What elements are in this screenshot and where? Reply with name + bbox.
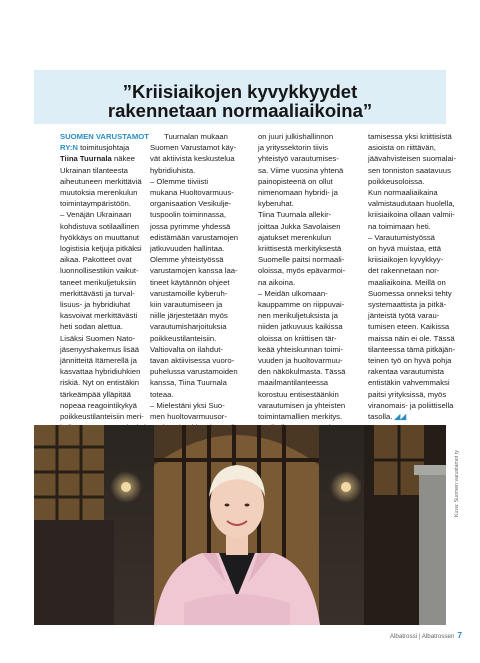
body-text-line: ajatukset merenkulun [258,232,332,242]
body-text-line: yhteistyö varautumises- [258,154,339,164]
body-text-line: kriittisestä merkityksestä [258,244,342,254]
body-text-line: – Olemme tiiviisti [150,176,209,186]
body-text-line: toimintaympäristöön. [60,199,131,209]
lead-name: Tiina Tuurnala [60,154,112,164]
body-text-line: kiin varautumiseen ja [150,300,223,310]
body-text-line: niille järjestetään myös [150,311,228,321]
body-text-line: teinen työ on hyvä pohja [368,356,452,366]
body-text-line: – Venäjän Ukrainaan [60,210,132,220]
body-text-line: jännitteitä Itämerellä ja [60,356,137,366]
body-text-line: edistämään varustamojen [150,232,239,242]
body-text-line: na toimimaan heti. [368,221,431,231]
body-text-line: tavan aktiivisessa vuoro- [150,356,235,366]
magazine-name: Albatrossi | Albatrossen [389,633,455,640]
body-text-line: oloissa on kriittisen tär- [258,333,337,343]
lead-line-2 [60,142,146,153]
body-text-line: jatkuvuuden hallintaa. [150,244,225,254]
body-text-line: aiheutuneen merkittäviä [60,176,142,186]
body-text-line: organisaation Vesikulje- [150,199,232,209]
body-text-line: – Mielestäni yksi Suo- [150,400,225,410]
photo-credit [452,425,462,517]
body-text-line: nopeaa reagointikykyä [60,400,137,410]
body-text-line: tuspoolin toiminnassa, [150,210,227,220]
lead-organization-suffix: RY:N [60,143,78,153]
body-text-line: keää yhteiskunnan toimi- [258,344,344,354]
title-line-2: rakennetaan normaaliaikoina” [107,100,373,121]
body-text-line: on juuri julkishallinnon [258,132,334,141]
lead-organization: SUOMEN VARUSTAMOT [60,132,149,141]
body-text-line: jossa pyrimme yhdessä [150,221,231,231]
title-line-1: ”Kriisiaikojen kyvykkyydet [122,81,358,102]
body-text-line: painopisteenä on ollut [258,176,333,186]
body-text-line: varustamojen kanssa laa- [150,266,238,276]
body-text-line: – Meidän ulkomaan- [258,288,328,298]
lead-line-3 [60,153,146,164]
body-text-line: Suomelle paitsi normaali- [258,255,345,265]
body-text-line: tineet käytännön ohjeet [150,277,230,287]
page-footer [390,631,462,640]
body-text-line: niiden jatkuvuus kaikissa [258,322,343,332]
body-text-line: sa. Viime vuosina yhtenä [258,165,344,175]
body-text-line: Suomessa onneksi tehty [368,288,452,298]
body-text-line: Suomen Varustamot käy- [150,143,237,153]
lead-role: toimitusjohtaja [80,143,130,153]
body-text-line: luonnollisestikin vaikut- [60,266,139,276]
body-text-line: valmistaudutaan huolella, [368,199,455,209]
body-text-line: taneet merikuljetuksiin [60,277,137,287]
column-3 [258,131,350,433]
body-text-line: Ukrainan tilanteesta [60,165,128,175]
body-text-line: tilanteessa tämä pitkäjän- [368,344,456,354]
body-text-line: systemaattista ja pitkä- [368,300,447,310]
body-text-line: kasvoivat merkittävästi [60,311,138,321]
body-text-line: hyökkäys on muuttanut [60,232,140,242]
body-text-line: det rakennetaan nor- [368,266,440,276]
portrait-photo-illustration [34,425,446,625]
body-text-line: poikkeustilanteisiin meri- [60,412,144,422]
body-text-line: Tuurnalan mukaan [164,132,228,141]
body-text-line: muutoksia merenkulun [60,188,138,198]
portrait-photo [34,425,446,625]
column-1 [60,131,149,433]
body-text-line: maaliaikoina. Meillä on [368,277,446,287]
body-text-line: sen tonniston saatavuus [368,165,451,175]
body-text-line: jäsenyyshakemus lisää [60,344,140,354]
article-end-mark: ◢◢ [394,412,407,422]
body-text-line: vät aktiivista keskustelua [150,154,235,164]
body-text-line: nimenomaan hybridi- ja [258,188,338,198]
body-text-line: Olemme yhteistyössä [150,255,224,265]
body-text-line: toimintamallien merkitys. [258,412,343,422]
body-text-line: kriisiaikoina ollaan valmii- [368,210,455,220]
body-text-line: korostuu entisestäänkin [258,389,339,399]
body-text-line: rakentaa varautumista [368,367,445,377]
body-text-line: kohdistuva sotilaallinen [60,221,140,231]
body-text-line: joittaa Jukka Savolaisen [258,221,341,231]
body-text-line: kyberuhat. [258,199,294,209]
body-text-line: merkittävästi ja turval- [60,288,135,298]
body-text-line: riskiä. Nyt on entistäkin [60,378,140,388]
body-text-line: – Varautumistyössä [368,232,435,242]
lead-verb: näkee [113,154,135,164]
body-text-line: kanssa, Tiina Tuurnala [150,378,227,388]
body-text-line: logistisia ketjuja pitkäksi [60,244,142,254]
body-text-line: heti sodan alettua. [60,322,123,332]
body-text-line: Kun normaaliaikaina [368,188,438,198]
body-text-line: jäävahvisteisen suomalai- [368,154,457,164]
body-text-line: varautumisen ja yhteisten [258,400,346,410]
article-title [34,82,446,120]
body-text-line: oloissa, myös epävarmoi- [258,266,346,276]
column-2 [150,131,242,433]
body-text-line: kriisiaikojen kyvykkyy- [368,255,444,265]
body-text-line: paitsi yrityksissä, myös [368,389,447,399]
body-text-line: jänteistä työtä varau- [368,311,440,321]
body-text-line: varustamoille kyberuh- [150,288,228,298]
body-text-line: tumisen eteen. Kaikissa [368,322,450,332]
body-text-line: entistäkin vahvemmaksi [368,378,450,388]
body-text-line: kasvattaa hybridiuhkien [60,367,141,377]
body-text-last-words: tasolla. [368,412,393,422]
body-text-line: on hyvä muistaa, että [368,244,442,254]
body-text-line: nen merikuljetuksista ja [258,311,338,321]
body-text-line: men huoltovarmuusor- [150,412,227,422]
body-text-line: aikaa. Pakotteet ovat [60,255,132,265]
body-text-line: lisuus- ja hybridiuhat [60,300,131,310]
body-text-line: puhelussa varustamoiden [150,367,238,377]
body-text-line: mukana Huoltovarmuus- [150,188,234,198]
body-text-line: Tiina Tuurnala allekir- [258,210,332,220]
page-number: 7 [457,631,462,640]
body-text-line: vuuden ja huoltovarmuu- [258,356,343,366]
body-text-line: varautumisharjoituksia [150,322,227,332]
body-text-line: poikkeusoloissa. [368,176,425,186]
body-text-line: Valtiovalta on ilahdut- [150,344,223,354]
body-text-line: viranomais- ja poliittisella [368,400,454,410]
lead-line-1 [60,131,149,142]
body-text-line: maailmantilanteessa [258,378,329,388]
body-text-line: maissa näin ei ole. Tässä [368,333,455,343]
body-text-line: toteaa. [150,389,174,399]
body-text-line: kauppamme on riippuvai- [258,300,345,310]
body-text-line: Lisäksi Suomen Nato- [60,333,136,343]
photo-credit-text: Kuva: Suomen varustamot ry [454,450,460,517]
column-4 [368,131,460,422]
body-text-line: ja yrityssektorin tiivis [258,143,329,153]
body-text-line: den näkökulmasta. Tässä [258,367,346,377]
body-text-line: tamisessa yksi kriittisistä [368,132,452,141]
body-text-line: asioista on riittävän, [368,143,436,153]
body-text-last-line [368,411,460,422]
body-text-line: hybridiuhista. [150,165,196,175]
body-text-line: tärkeämpää ylläpitää [60,389,131,399]
body-text-line: poikkeustilanteisiin. [150,333,217,343]
body-text-line: na aikoina. [258,277,296,287]
